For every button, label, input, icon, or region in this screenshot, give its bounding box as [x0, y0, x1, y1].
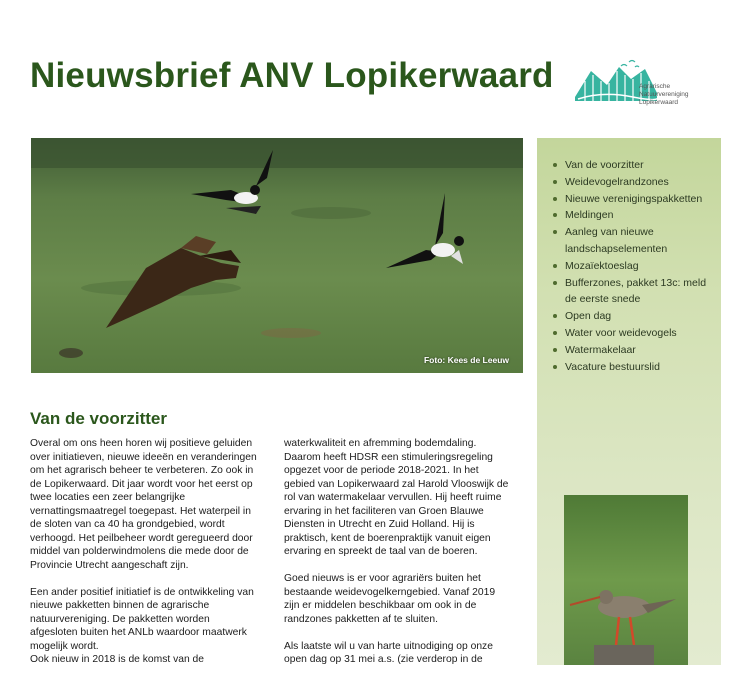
- article-paragraph: Ook nieuw in 2018 is de komst van de: [30, 654, 205, 665]
- article-paragraph: Overal om ons heen horen wij positieve geluiden over initiatieven, nieuwe ideeën en veranderingen om het agrarisch beheer te verbeteren. Zo ook in de Lopikerwaard. Dit jaar wordt voor het eerst op twee locaties een zeer belangrijke vernattingsmaatregel toegepast. Het waterpeil in de sloten van ca 40 ha grondgebied, wordt verhoogd. Het peilbeheer wordt geregueerd door middel van polderwindmolens die mede door de Provincie Utrecht aangeschaft zijn.: [30, 438, 257, 571]
- photo-credit: Foto: Kees de Leeuw: [423, 355, 509, 365]
- toc-item[interactable]: Water voor weidevogels: [553, 325, 713, 342]
- toc-item[interactable]: Meldingen: [553, 207, 713, 224]
- logo-text: Agrarische Natuurvereniging Lopikerwaard: [639, 83, 689, 106]
- toc-item[interactable]: Mozaïektoeslag: [553, 258, 713, 275]
- section-heading: Van de voorzitter: [30, 409, 167, 428]
- anv-logo: [573, 57, 698, 119]
- toc-item[interactable]: Aanleg van nieuwe landschapselementen: [553, 224, 713, 258]
- toc-item[interactable]: Nieuwe verenigingspakketten: [553, 191, 713, 208]
- toc-item[interactable]: Van de voorzitter: [553, 157, 713, 174]
- birds-in-field-illustration: [31, 138, 523, 373]
- article-paragraph: Als laatste wil u van harte uitnodiging op onze open dag op 31 mei a.s. (zie verderop in de: [284, 640, 493, 665]
- table-of-contents: [537, 138, 721, 375]
- toc-item[interactable]: Vacature bestuurslid: [553, 359, 713, 376]
- toc-item[interactable]: Open dag: [553, 308, 713, 325]
- article-column-right: [284, 437, 512, 680]
- newsletter-title: Nieuwsbrief ANV Lopikerwaard: [30, 56, 554, 95]
- article-paragraph: Een ander positief initiatief is de ontwikkeling van nieuwe pakketten binnen de agrarische natuurvereniging. De pakketten worden afgesloten buiten het ANLb waardoor maatwerk mogelijk wordt.: [30, 586, 254, 652]
- article-paragraph: waterkwaliteit en afremming bodemdaling. Daarom heeft HDSR een stimuleringsregeling opgezet voor de periode 2018-2021. In het gebied van Lopikerwaard zal Harold Vlooswijk de rol van watermakelaar vervullen. Hij heeft ruime ervaring in het faciliteren van Groen Blauwe Diensten in Utrecht en Zuid Holland. Hij is praktisch, kent de boerenpraktijk vanuit eigen ervaring en spreekt de taal van de boeren.: [284, 438, 509, 557]
- redshank-photo: [564, 495, 688, 665]
- toc-item[interactable]: Watermakelaar: [553, 342, 713, 359]
- toc-item[interactable]: Weidevogelrandzones: [553, 174, 713, 191]
- toc-item[interactable]: Bufferzones, pakket 13c: meld de eerste snede: [553, 275, 713, 309]
- article-column-left: [30, 437, 258, 680]
- hero-photo: [31, 138, 523, 373]
- article-paragraph: Goed nieuws is er voor agrariërs buiten het bestaande weidevogelkerngebied. Vanaf 2019 zijn er middelen beschikbaar om ook in de randzones pakketten af te sluiten.: [284, 573, 496, 625]
- redshank-illustration: [564, 495, 688, 665]
